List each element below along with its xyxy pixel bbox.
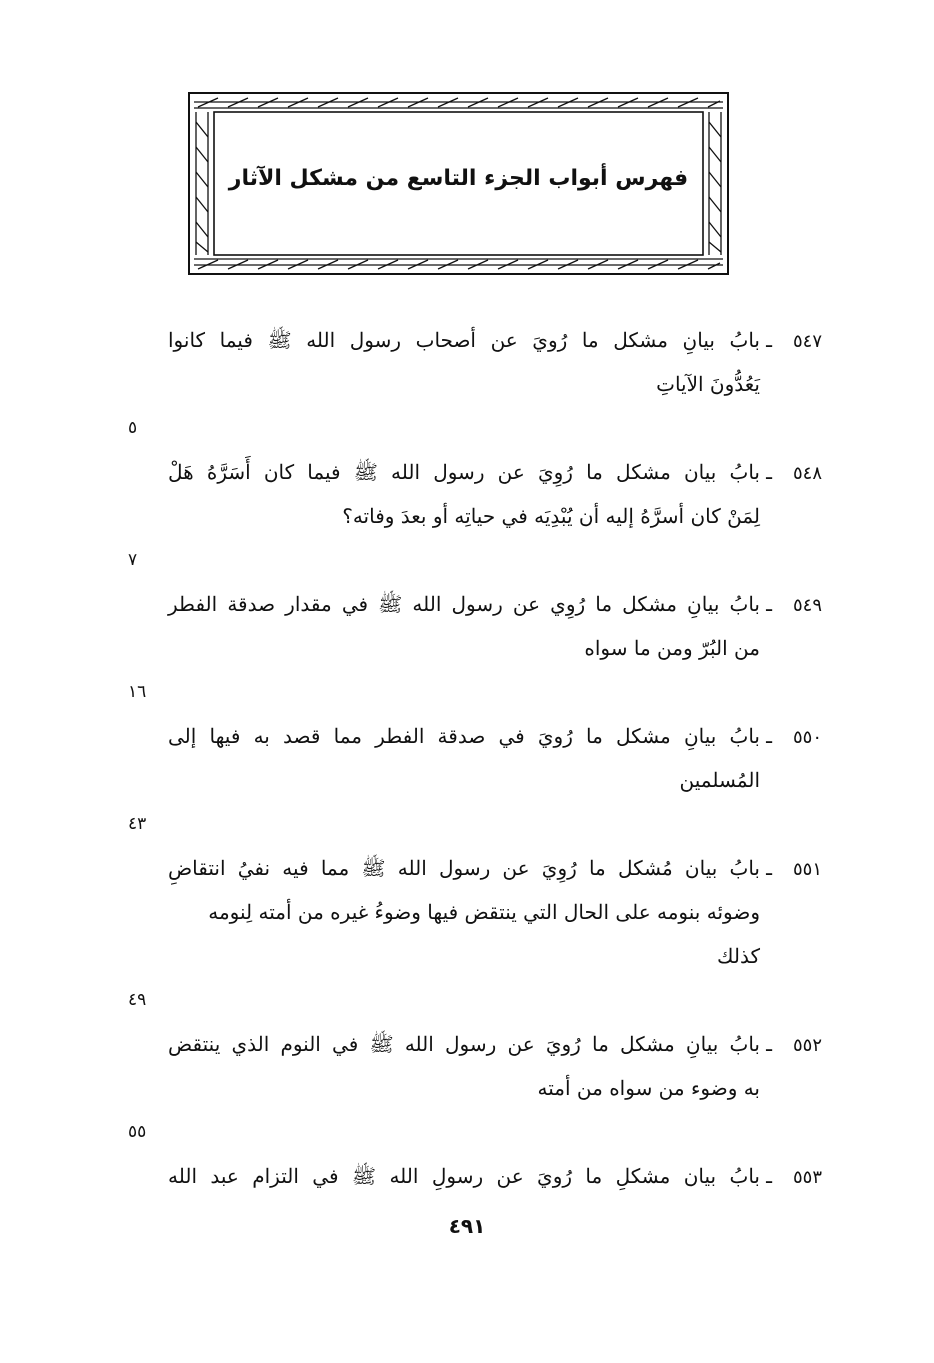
entry-dash: ـ xyxy=(766,724,772,748)
entry-first-line xyxy=(122,1154,822,1198)
entry-continuation: لِمَنْ كان أسرَّهُ إليه أن يُبْدِيَه في حياتِه أو بعدَ وفاته؟ xyxy=(342,504,760,528)
entry-first-line xyxy=(122,318,822,362)
folio-page-number: ٤٩١ xyxy=(448,1214,486,1238)
entry-title: بابُ بيانِ مشكل ما رُوِي عن رسول الله ﷺ في مقدار صدقة الفطر xyxy=(168,592,760,616)
entry-continuation: المُسلمين xyxy=(679,768,760,792)
entry-number: ٥٥١ xyxy=(792,859,822,880)
entry-dash: ـ xyxy=(766,460,772,484)
entry-page-number: ٤٣ xyxy=(128,814,147,834)
entry-dash: ـ xyxy=(766,856,772,880)
page-title: فهرس أبواب الجزء التاسع من مشكل الآثار xyxy=(228,166,689,191)
entry-first-line xyxy=(122,450,822,494)
entry-title: بابُ بيان مشكلِ ما رُويَ عن رسولِ الله ﷺ في التزام عبد الله xyxy=(168,1164,760,1188)
entry-page-number: ١٦ xyxy=(128,682,147,702)
entry-page-number: ٥ xyxy=(128,418,138,438)
entry-first-line xyxy=(122,846,822,890)
entry-title: بابُ بيانِ مشكل ما رُويَ عن أصحاب رسول الله ﷺ فيما كانوا xyxy=(168,328,760,352)
index-entry xyxy=(122,318,822,450)
entry-continuation: يَعُدُّونَ الآياتِ xyxy=(656,372,760,396)
index-entries xyxy=(122,318,822,1198)
entry-number: ٥٥٣ xyxy=(792,1167,822,1188)
index-entry xyxy=(122,714,822,846)
index-entry xyxy=(122,582,822,714)
entry-page-number: ٤٩ xyxy=(128,990,147,1010)
entry-number: ٥٥٢ xyxy=(792,1035,822,1056)
entry-number: ٥٤٧ xyxy=(792,331,822,352)
entry-number: ٥٤٩ xyxy=(792,595,822,616)
index-entry xyxy=(122,1154,822,1198)
index-entry xyxy=(122,846,822,1022)
index-entry xyxy=(122,450,822,582)
entry-continuation: به وضوء من سواه من أمته xyxy=(537,1076,760,1100)
entry-continuation: من البُرّ ومن ما سواه xyxy=(584,636,760,660)
entry-number: ٥٤٨ xyxy=(792,463,822,484)
entry-title: بابُ بيانِ مشكل ما رُويَ في صدقة الفطر مما قصد به فيها إلى xyxy=(168,724,760,748)
entry-page-number: ٥٥ xyxy=(128,1122,147,1142)
entry-title: بابُ بيان مشكل ما رُوِيَ عن رسول الله ﷺ فيما كان أَسَرَّهُ هَلْ xyxy=(168,460,760,484)
index-entry xyxy=(122,1022,822,1154)
entry-title: بابُ بيانِ مشكل ما رُويَ عن رسول الله ﷺ في النوم الذي ينتقض xyxy=(168,1032,760,1056)
title-frame xyxy=(188,92,729,275)
entry-title: بابُ بيان مُشكل ما رُوِيَ عن رسول الله ﷺ مما فيه نفيُ انتقاضِ xyxy=(168,856,760,880)
entry-dash: ـ xyxy=(766,328,772,352)
entry-first-line xyxy=(122,714,822,758)
entry-dash: ـ xyxy=(766,1164,772,1188)
entry-first-line xyxy=(122,1022,822,1066)
entry-page-number: ٧ xyxy=(128,550,138,570)
entry-first-line xyxy=(122,582,822,626)
entry-continuation: كذلك xyxy=(717,944,760,968)
entry-continuation: وضوئه بنومه على الحال التي ينتقض فيها وضوءُ غيره من أمته لِنومه xyxy=(208,900,760,924)
entry-dash: ـ xyxy=(766,1032,772,1056)
entry-number: ٥٥٠ xyxy=(792,727,822,748)
entry-dash: ـ xyxy=(766,592,772,616)
